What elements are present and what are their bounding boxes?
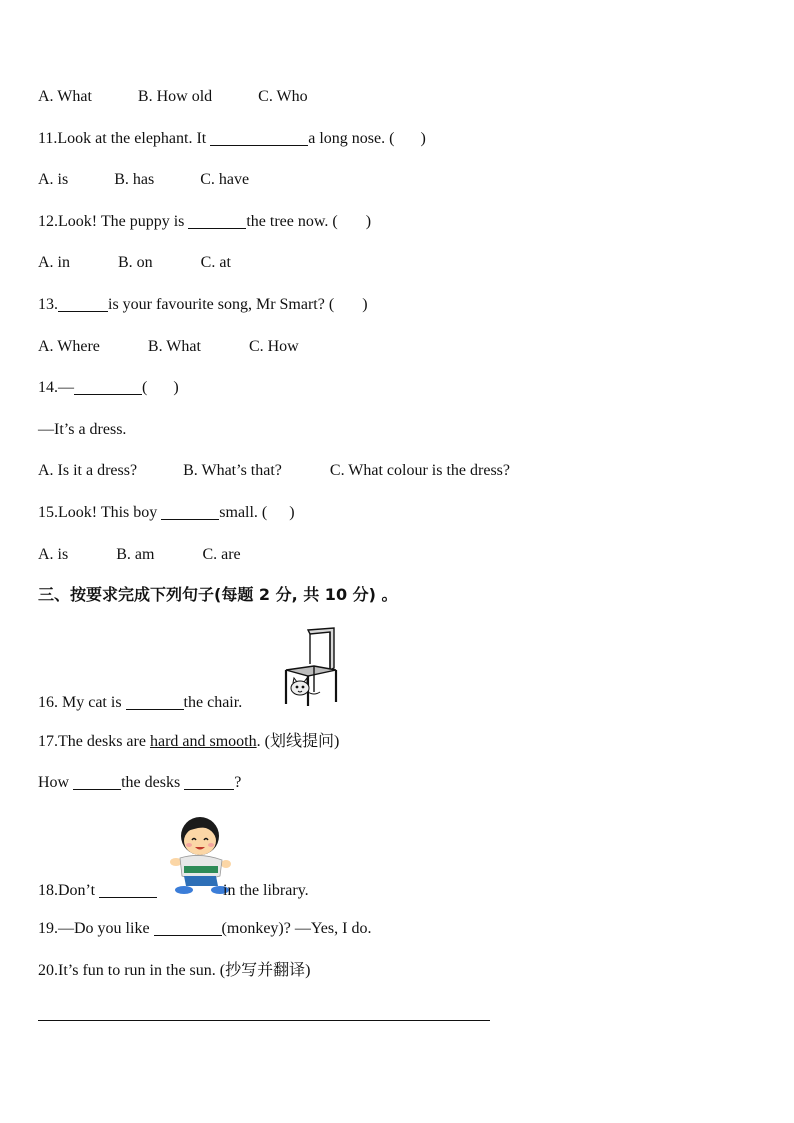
chair-icon: [286, 628, 336, 706]
q16-text-post: the chair.: [183, 694, 243, 711]
chair-with-cat-illustration: [280, 626, 342, 708]
q15-number: 15.: [38, 504, 58, 521]
q16-text-pre: My cat is: [62, 694, 126, 711]
q19-text-pre: —Do you like: [58, 920, 154, 937]
q13-text-post: is your favourite song, Mr Smart? (: [108, 296, 335, 313]
q12-number: 12.: [38, 213, 58, 230]
q12-paren-close: ): [365, 213, 372, 230]
q12-option-a[interactable]: A. in: [38, 254, 70, 271]
cat-icon: [291, 678, 320, 695]
q14-blank[interactable]: [74, 378, 142, 395]
q10-option-b[interactable]: B. How old: [137, 88, 213, 105]
q14-paren-close: ): [173, 379, 179, 396]
q11-stem: [38, 129, 426, 149]
q16-number: 16.: [38, 694, 62, 711]
q11-paren-close: ): [420, 130, 426, 147]
q15-option-c[interactable]: C. are: [202, 546, 241, 563]
q19-text-post: (monkey)? —Yes, I do.: [221, 920, 372, 937]
q14-options: [38, 461, 510, 481]
q13-option-b[interactable]: B. What: [147, 338, 201, 355]
q11-text-pre: Look at the elephant. It: [57, 130, 211, 147]
q17-blank-1[interactable]: [73, 773, 121, 790]
q13-blank[interactable]: [58, 295, 108, 312]
q11-blank[interactable]: [210, 129, 308, 146]
q12-options: [38, 253, 231, 273]
q14-option-a[interactable]: A. Is it a dress?: [38, 462, 138, 479]
q14-number: 14.—: [38, 379, 74, 396]
q15-text-pre: Look! This boy: [58, 504, 162, 521]
q19-blank[interactable]: [154, 919, 222, 936]
q18-text-pre: Don’t: [58, 882, 100, 899]
q12-blank[interactable]: [188, 212, 246, 229]
q17-question-mark: ?: [234, 774, 242, 791]
q17-text-post: . (划线提问): [256, 733, 340, 750]
q18-blank[interactable]: [99, 881, 157, 898]
q16-blank[interactable]: [126, 693, 184, 710]
q13-option-c[interactable]: C. How: [248, 338, 299, 355]
q19-stem: [38, 919, 371, 939]
q18-number: 18.: [38, 882, 58, 899]
q15-blank[interactable]: [161, 503, 219, 520]
q11-number: 11.: [38, 130, 58, 147]
q10-option-c[interactable]: C. Who: [258, 88, 308, 105]
q11-text-post: a long nose. (: [308, 130, 395, 147]
q13-paren-close: ): [362, 296, 368, 313]
q18-text-post: in the library.: [223, 882, 309, 899]
q13-number: 13.: [38, 296, 58, 313]
q13-option-a[interactable]: A. Where: [38, 338, 100, 355]
q14-option-c[interactable]: C. What colour is the dress?: [329, 462, 510, 479]
q10-options: [38, 87, 308, 107]
q12-text-pre: Look! The puppy is: [58, 213, 189, 230]
q20-text: It’s fun to run in the sun. (抄写并翻译): [58, 962, 311, 979]
q13-stem: [38, 295, 368, 315]
q17-stem: [38, 732, 339, 752]
q17-underlined-phrase: hard and smooth: [149, 733, 257, 750]
q20-stem: [38, 961, 310, 981]
q15-options: [38, 545, 241, 565]
q17-the-desks: the desks: [121, 774, 185, 791]
q17-answer-line: [38, 773, 241, 793]
q17-number: 17.: [38, 733, 58, 750]
q12-text-post: the tree now. (: [246, 213, 338, 230]
q11-options: [38, 170, 249, 190]
q11-option-c[interactable]: C. have: [200, 171, 250, 188]
q12-option-c[interactable]: C. at: [200, 254, 231, 271]
q13-options: [38, 337, 299, 357]
q10-option-a[interactable]: A. What: [38, 88, 92, 105]
q20-number: 20.: [38, 962, 58, 979]
q17-how: How: [38, 774, 74, 791]
q11-option-b[interactable]: B. has: [114, 171, 155, 188]
q11-option-a[interactable]: A. is: [38, 171, 69, 188]
q18-stem: [38, 881, 309, 901]
q14-paren-open: (: [142, 379, 148, 396]
q17-blank-2[interactable]: [184, 773, 234, 790]
q16-stem: [38, 693, 242, 713]
q15-option-b[interactable]: B. am: [116, 546, 155, 563]
q15-option-a[interactable]: A. is: [38, 546, 69, 563]
q20-answer-line[interactable]: [38, 1020, 490, 1021]
q12-stem: [38, 212, 371, 232]
section-3-heading: 三、按要求完成下列句子(每题 2 分, 共 10 分) 。: [38, 585, 398, 604]
q15-stem: [38, 503, 295, 523]
q14-reply: —It’s a dress.: [38, 421, 127, 438]
q17-text-pre: The desks are: [58, 733, 150, 750]
q19-number: 19.: [38, 920, 58, 937]
q15-paren-close: ): [289, 504, 295, 521]
q14-option-b[interactable]: B. What’s that?: [183, 462, 282, 479]
q12-option-b[interactable]: B. on: [118, 254, 153, 271]
q14-stem: [38, 378, 179, 398]
q15-text-post: small. (: [219, 504, 268, 521]
